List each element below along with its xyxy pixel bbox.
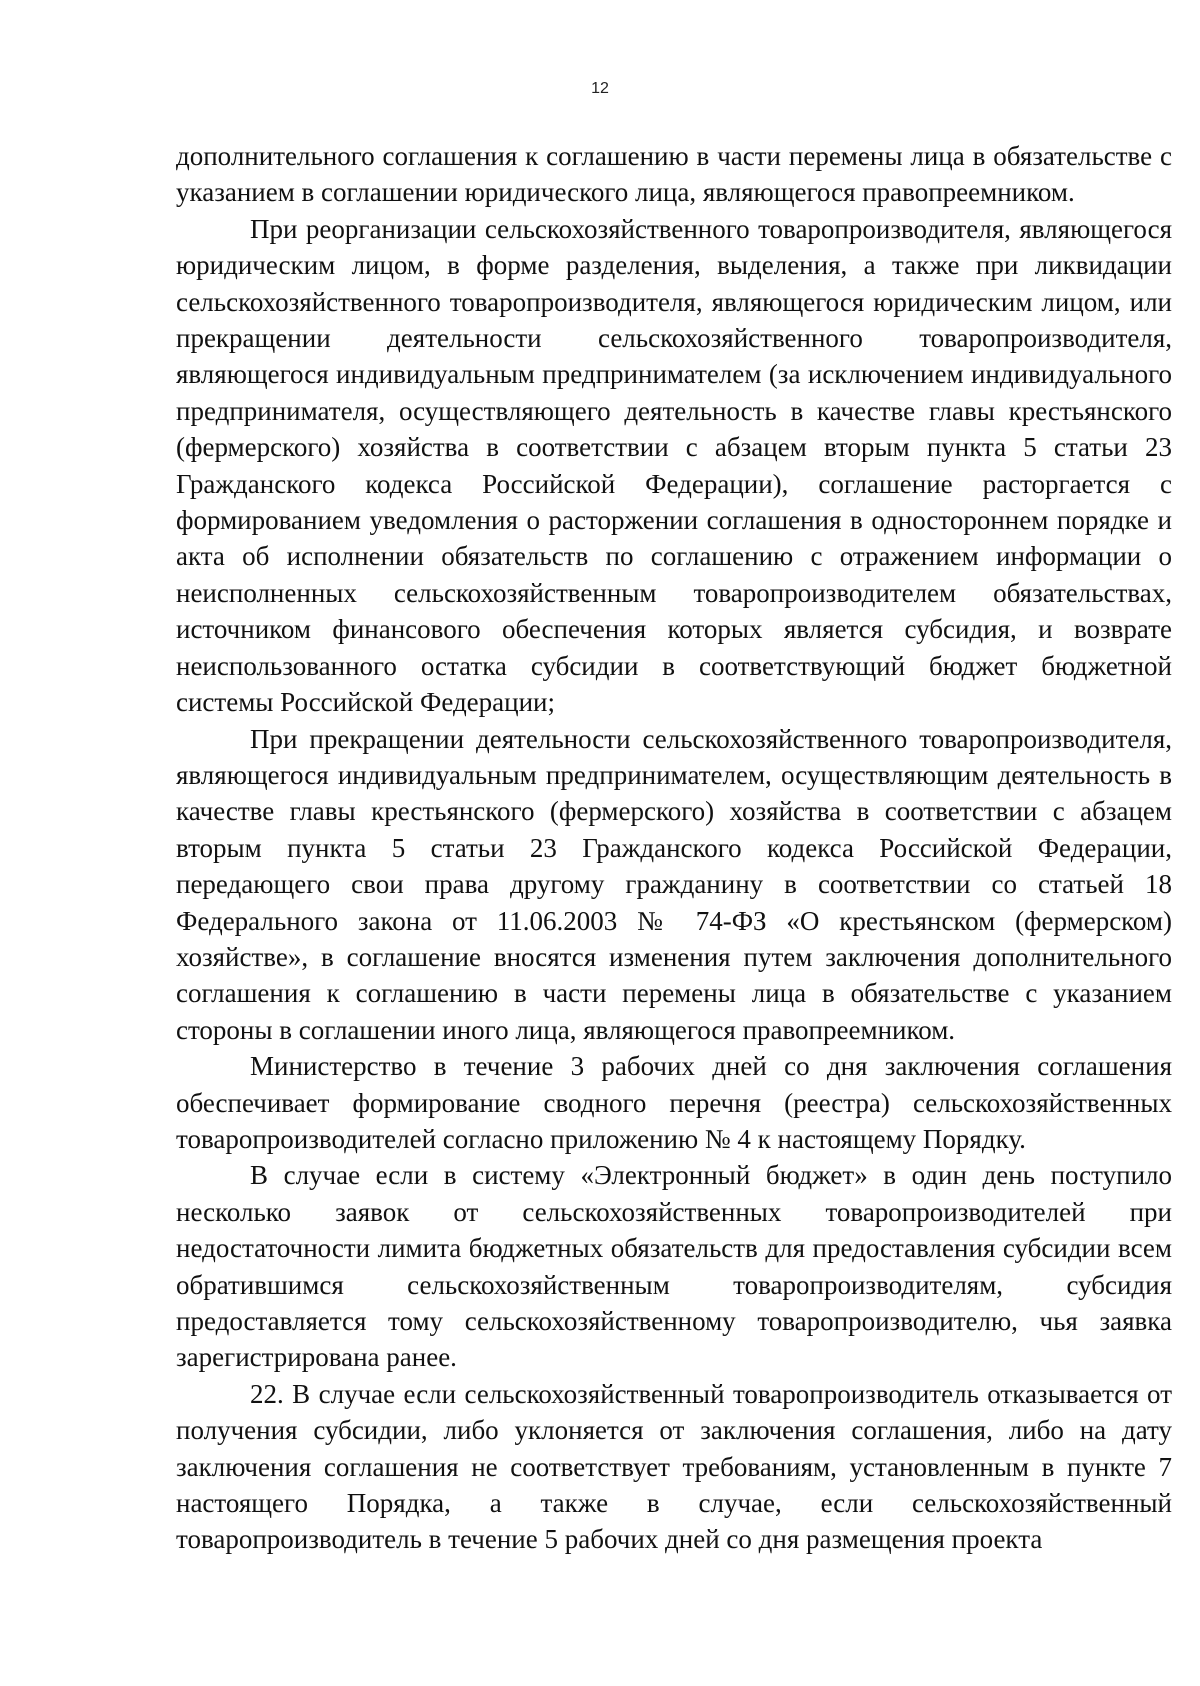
paragraph-clause-22: 22. В случае если сельскохозяйственный товаропроизводитель отказывается от получения субсидии, либо уклоняется от заключения соглашения, либо на дату заключения соглашения не соответствует требованиям, установленным в пункте 7 настоящего Порядка, а также в случае, если сельскохозяйственный товаропроизводитель в течение 5 рабочих дней со дня размещения проекта — [176, 1378, 1172, 1555]
paragraph-termination-farmer: При прекращении деятельности сельскохозяйственного товаропроизводителя, являющегося индивидуальным предпринимателем, осуществляющим деятельность в качестве главы крестьянского (фермерского) хозяйства в соответствии с абзацем вторым пункта 5 статьи 23 Гражданского кодекса Российской Федерации, передающего свои права другому гражданину в соответствии со статьей 18 Федерального закона от 11.06.2003 № 74-ФЗ «О крестьянском (фермерском) хозяйстве», в соглашение вносятся изменения путем заключения дополнительного соглашения к соглашению в части перемены лица в обязательстве с указанием стороны в соглашении иного лица, являющегося правопреемником. — [176, 723, 1172, 1045]
paragraph-electronic-budget: В случае если в систему «Электронный бюджет» в один день поступило несколько заявок от сельскохозяйственных товаропроизводителей при недостаточности лимита бюджетных обязательств для предоставления субсидии всем обратившимся сельскохозяйственным товаропроизводителям, субсидия предоставляется тому сельскохозяйственному товаропроизводителю, чья заявка зарегистрирована ранее. — [176, 1160, 1172, 1373]
document-body — [176, 138, 1172, 1558]
page-number: 12 — [591, 80, 609, 97]
paragraph-reorganization: При реорганизации сельскохозяйственного товаропроизводителя, являющегося юридическим лицом, в форме разделения, выделения, а также при ликвидации сельскохозяйственного товаропроизводителя, являющегося юридическим лицом, или прекращении деятельности сельскохозяйственного товаропроизводителя, являющегося индивидуальным предпринимателем (за исключением индивидуального предпринимателя, осуществляющего деятельность в качестве главы крестьянского (фермерского) хозяйства в соответствии с абзацем вторым пункта 5 статьи 23 Гражданского кодекса Российской Федерации), соглашение расторгается с формированием уведомления о расторжении соглашения в одностороннем порядке и акта об исполнении обязательств по соглашению с отражением информации о неисполненных сельскохозяйственным товаропроизводителем обязательствах, источником финансового обеспечения которых является субсидия, и возврате неиспользованного остатка субсидии в соответствующий бюджет бюджетной системы Российской Федерации; — [176, 213, 1172, 718]
paragraph-ministry-registry: Министерство в течение 3 рабочих дней со дня заключения соглашения обеспечивает формирование сводного перечня (реестра) сельскохозяйственных товаропроизводителей согласно приложению № 4 к настоящему Порядку. — [176, 1051, 1172, 1154]
paragraph-continuation: дополнительного соглашения к соглашению в части перемены лица в обязательстве с указанием в соглашении юридического лица, являющегося правопреемником. — [176, 141, 1172, 208]
